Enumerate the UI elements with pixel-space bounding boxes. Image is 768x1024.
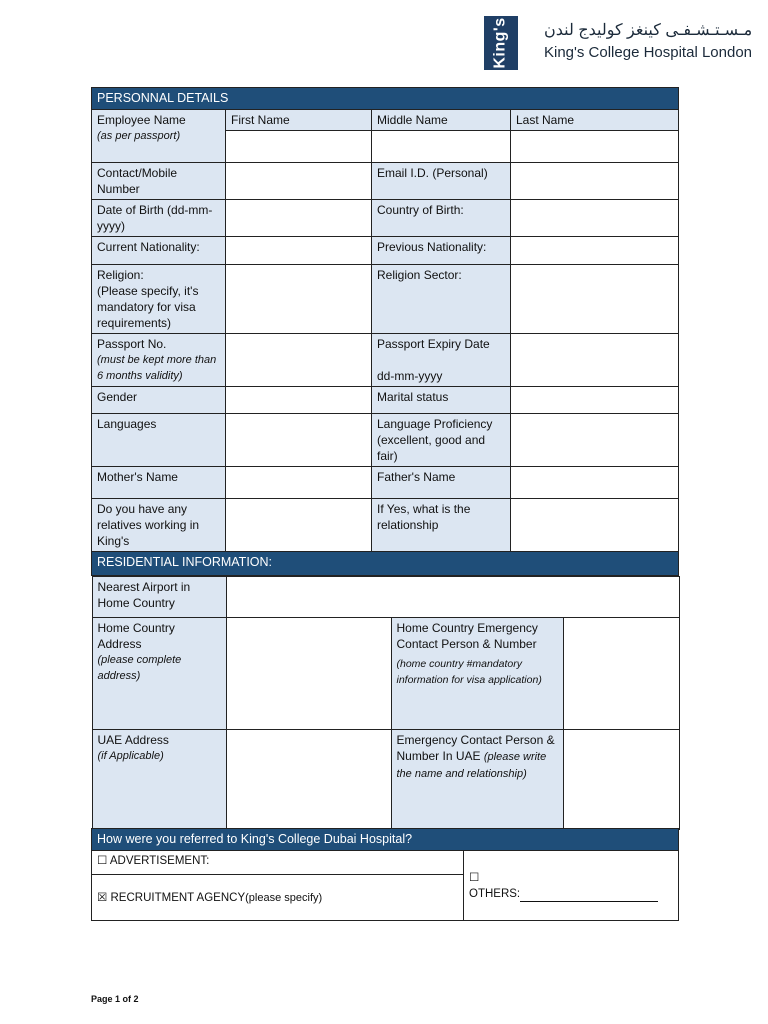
dob-label: Date of Birth (dd-mm-yyyy)	[92, 200, 226, 237]
middle-name-label: Middle Name	[372, 110, 511, 131]
others-label: OTHERS:	[469, 887, 521, 900]
fathers-name-field[interactable]	[511, 467, 679, 499]
referral-table	[91, 828, 679, 921]
nearest-airport-label: Nearest Airport in Home Country	[92, 577, 226, 618]
language-proficiency-label: Language Proficiency (excellent, good and fair)	[372, 414, 511, 467]
others-option[interactable]	[464, 851, 679, 921]
relationship-field[interactable]	[511, 499, 679, 552]
languages-label: Languages	[92, 414, 226, 467]
home-emergency-label: Home Country Emergency Contact Person & Number (home country #mandatory information for visa application)	[391, 618, 563, 730]
others-input-line[interactable]	[520, 890, 658, 902]
logo-emblem: King's	[484, 16, 518, 70]
uae-emergency-field[interactable]	[563, 730, 679, 830]
previous-nationality-label: Previous Nationality:	[372, 237, 511, 265]
last-name-field[interactable]	[511, 131, 679, 163]
fathers-name-label: Father's Name	[372, 467, 511, 499]
relatives-field[interactable]	[226, 499, 372, 552]
religion-field[interactable]	[226, 265, 372, 334]
dob-field[interactable]	[226, 200, 372, 237]
relationship-label: If Yes, what is the relationship	[372, 499, 511, 552]
religion-label: Religion: (Please specify, it's mandatory for visa requirements)	[92, 265, 226, 334]
religion-sector-field[interactable]	[511, 265, 679, 334]
languages-field[interactable]	[226, 414, 372, 467]
residential-table	[92, 576, 680, 830]
previous-nationality-field[interactable]	[511, 237, 679, 265]
home-emergency-field[interactable]	[563, 618, 679, 730]
first-name-label: First Name	[226, 110, 372, 131]
employee-name-label: Employee Name (as per passport)	[92, 110, 226, 163]
uae-address-label: UAE Address (if Applicable)	[92, 730, 226, 830]
recruitment-agency-option[interactable]: ☒ RECRUITMENT AGENCY(please specify)	[92, 875, 464, 921]
middle-name-field[interactable]	[372, 131, 511, 163]
residential-header: RESIDENTIAL INFORMATION:	[92, 552, 679, 576]
passport-expiry-field[interactable]	[511, 334, 679, 387]
logo-arabic-text: مـسـتـشـفـى كينغز كوليدج لندن	[544, 22, 753, 39]
current-nationality-field[interactable]	[226, 237, 372, 265]
last-name-label: Last Name	[511, 110, 679, 131]
passport-field[interactable]	[226, 334, 372, 387]
marital-status-label: Marital status	[372, 387, 511, 414]
gender-label: Gender	[92, 387, 226, 414]
marital-status-field[interactable]	[511, 387, 679, 414]
country-birth-field[interactable]	[511, 200, 679, 237]
page-number: Page 1 of 2	[91, 994, 139, 1004]
hospital-logo	[484, 16, 756, 70]
logo-english-text: King's College Hospital London	[544, 44, 753, 61]
first-name-field[interactable]	[226, 131, 372, 163]
email-label: Email I.D. (Personal)	[372, 163, 511, 200]
country-birth-label: Country of Birth:	[372, 200, 511, 237]
contact-field[interactable]	[226, 163, 372, 200]
personal-details-header: PERSONNAL DETAILS	[92, 88, 679, 110]
language-proficiency-field[interactable]	[511, 414, 679, 467]
passport-label: Passport No. (must be kept more than 6 months validity)	[92, 334, 226, 387]
personal-details-table	[91, 87, 679, 830]
nearest-airport-field[interactable]	[226, 577, 679, 618]
mothers-name-field[interactable]	[226, 467, 372, 499]
current-nationality-label: Current Nationality:	[92, 237, 226, 265]
gender-field[interactable]	[226, 387, 372, 414]
passport-expiry-label: Passport Expiry Date dd-mm-yyyy	[372, 334, 511, 387]
advertisement-option[interactable]: ☐ ADVERTISEMENT:	[92, 851, 464, 875]
referral-header: How were you referred to King's College Dubai Hospital?	[92, 829, 679, 851]
uae-address-field[interactable]	[226, 730, 391, 830]
contact-label: Contact/Mobile Number	[92, 163, 226, 200]
uae-emergency-label: Emergency Contact Person & Number In UAE (please write the name and relationship)	[391, 730, 563, 830]
relatives-label: Do you have any relatives working in King's	[92, 499, 226, 552]
mothers-name-label: Mother's Name	[92, 467, 226, 499]
others-checkbox[interactable]: ☐	[469, 871, 480, 884]
home-address-field[interactable]	[226, 618, 391, 730]
email-field[interactable]	[511, 163, 679, 200]
religion-sector-label: Religion Sector:	[372, 265, 511, 334]
home-address-label: Home Country Address (please complete address)	[92, 618, 226, 730]
